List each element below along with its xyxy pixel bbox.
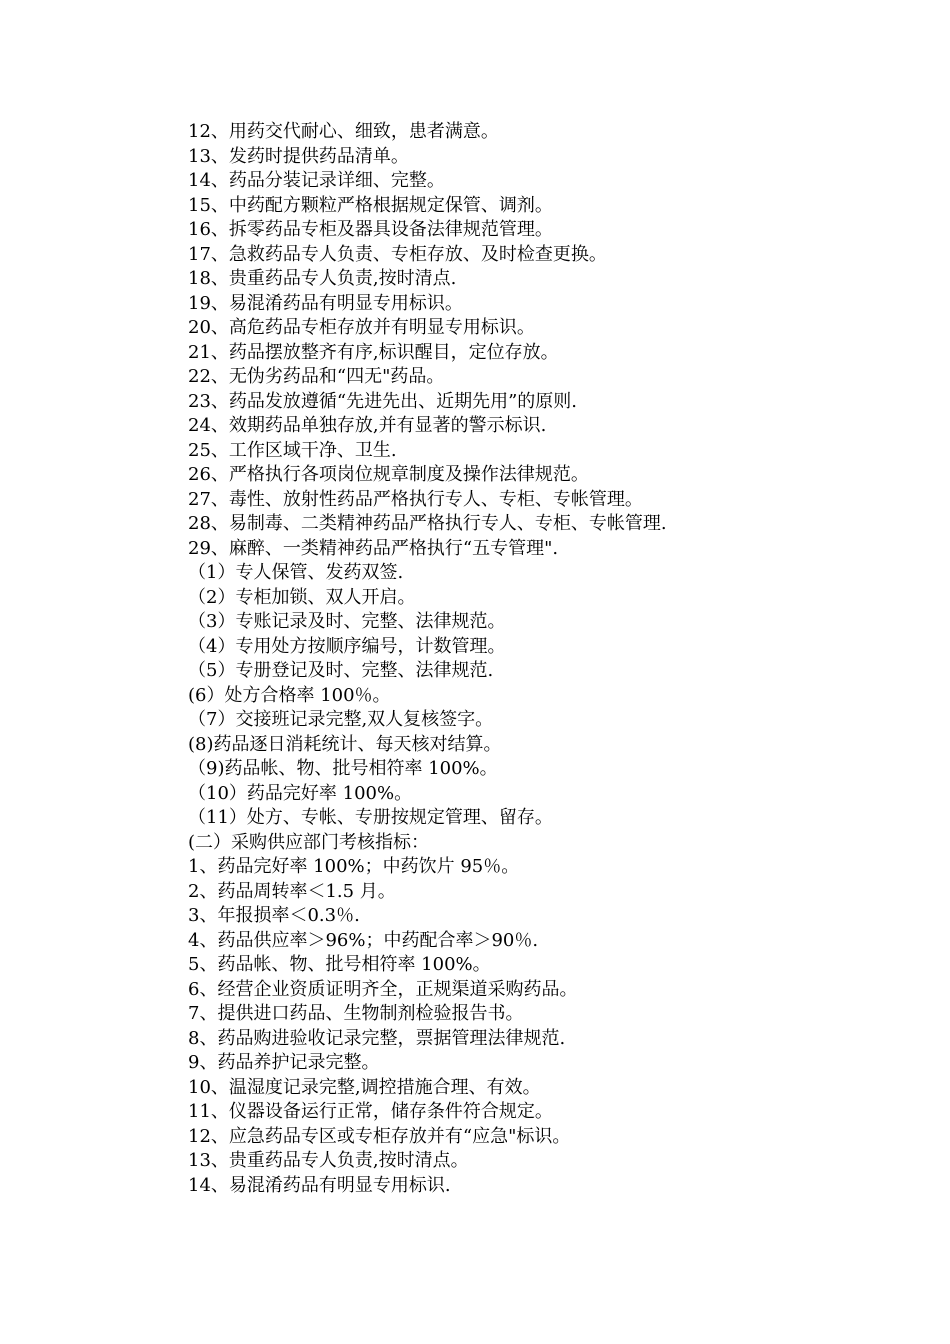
text-line: 13、发药时提供药品清单。 xyxy=(188,145,409,167)
text-line: （3）专账记录及时、完整、法律规范。 xyxy=(188,611,506,632)
text-line: 4、药品供应率＞96%；中药配合率＞90％. xyxy=(188,929,539,951)
text-line: （11）处方、专帐、专册按规定管理、留存。 xyxy=(188,807,553,828)
text-line: 2、药品周转率＜1.5 月。 xyxy=(188,880,396,902)
text-line: 10、温湿度记录完整,调控措施合理、有效。 xyxy=(188,1076,541,1098)
text-line: 14、易混淆药品有明显专用标识. xyxy=(188,1174,451,1196)
text-line: 13、贵重药品专人负责,按时清点。 xyxy=(188,1150,469,1171)
text-line: 22、无伪劣药品和“四无"药品。 xyxy=(188,366,445,387)
document-body xyxy=(188,120,888,1198)
text-line: 19、易混淆药品有明显专用标识。 xyxy=(188,292,463,314)
text-line: 23、药品发放遵循“先进先出、近期先用”的原则. xyxy=(188,390,578,412)
text-line: 15、中药配方颗粒严格根据规定保管、调剂。 xyxy=(188,194,553,216)
text-line: （9)药品帐、物、批号相符率 100%。 xyxy=(188,758,498,779)
text-line: 11、仪器设备运行正常，储存条件符合规定。 xyxy=(188,1101,553,1122)
text-line: （1）专人保管、发药双签. xyxy=(188,562,404,583)
text-line: 9、药品养护记录完整。 xyxy=(188,1052,380,1073)
text-line: （7）交接班记录完整,双人复核签字。 xyxy=(188,709,494,730)
text-line: （10）药品完好率 100%。 xyxy=(188,782,413,804)
text-line: 12、用药交代耐心、细致，患者满意。 xyxy=(188,121,499,142)
text-line: 16、拆零药品专柜及器具设备法律规范管理。 xyxy=(188,219,553,240)
text-line: 1、药品完好率 100%；中药饮片 95％。 xyxy=(188,856,520,877)
text-line: 27、毒性、放射性药品严格执行专人、专柜、专帐管理。 xyxy=(188,488,643,510)
text-line: 28、易制毒、二类精神药品严格执行专人、专柜、专帐管理. xyxy=(188,513,667,534)
text-line: 8、药品购进验收记录完整，票据管理法律规范. xyxy=(188,1027,566,1049)
text-line: 21、药品摆放整齐有序,标识醒目，定位存放。 xyxy=(188,341,559,363)
text-line: 5、药品帐、物、批号相符率 100%。 xyxy=(188,954,491,975)
text-line: 26、严格执行各项岗位规章制度及操作法律规范。 xyxy=(188,464,589,485)
text-line: 7、提供进口药品、生物制剂检验报告书。 xyxy=(188,1003,524,1024)
text-line: 12、应急药品专区或专柜存放并有“应急"标识。 xyxy=(188,1125,571,1147)
text-line: 20、高危药品专柜存放并有明显专用标识。 xyxy=(188,317,535,338)
text-line: 29、麻醉、一类精神药品严格执行“五专管理". xyxy=(188,537,559,559)
text-line: （4）专用处方按顺序编号，计数管理。 xyxy=(188,635,506,657)
text-line: （5）专册登记及时、完整、法律规范. xyxy=(188,660,494,681)
text-line: 3、年报损率＜0.3％. xyxy=(188,905,360,926)
text-line: (二）采购供应部门考核指标： xyxy=(188,831,430,853)
text-line: 17、急救药品专人负责、专柜存放、及时检查更换。 xyxy=(188,243,607,265)
text-line: (8)药品逐日消耗统计、每天核对结算。 xyxy=(188,733,502,755)
text-line: (6）处方合格率 100％。 xyxy=(188,684,391,706)
text-line: 24、效期药品单独存放,并有显著的警示标识. xyxy=(188,415,547,436)
text-line: 14、药品分装记录详细、完整。 xyxy=(188,170,445,191)
text-line: （2）专柜加锁、双人开启。 xyxy=(188,586,416,608)
text-line: 25、工作区域干净、卫生. xyxy=(188,439,397,461)
text-line: 6、经营企业资质证明齐全，正规渠道采购药品。 xyxy=(188,978,578,1000)
text-line: 18、贵重药品专人负责,按时清点. xyxy=(188,268,457,289)
